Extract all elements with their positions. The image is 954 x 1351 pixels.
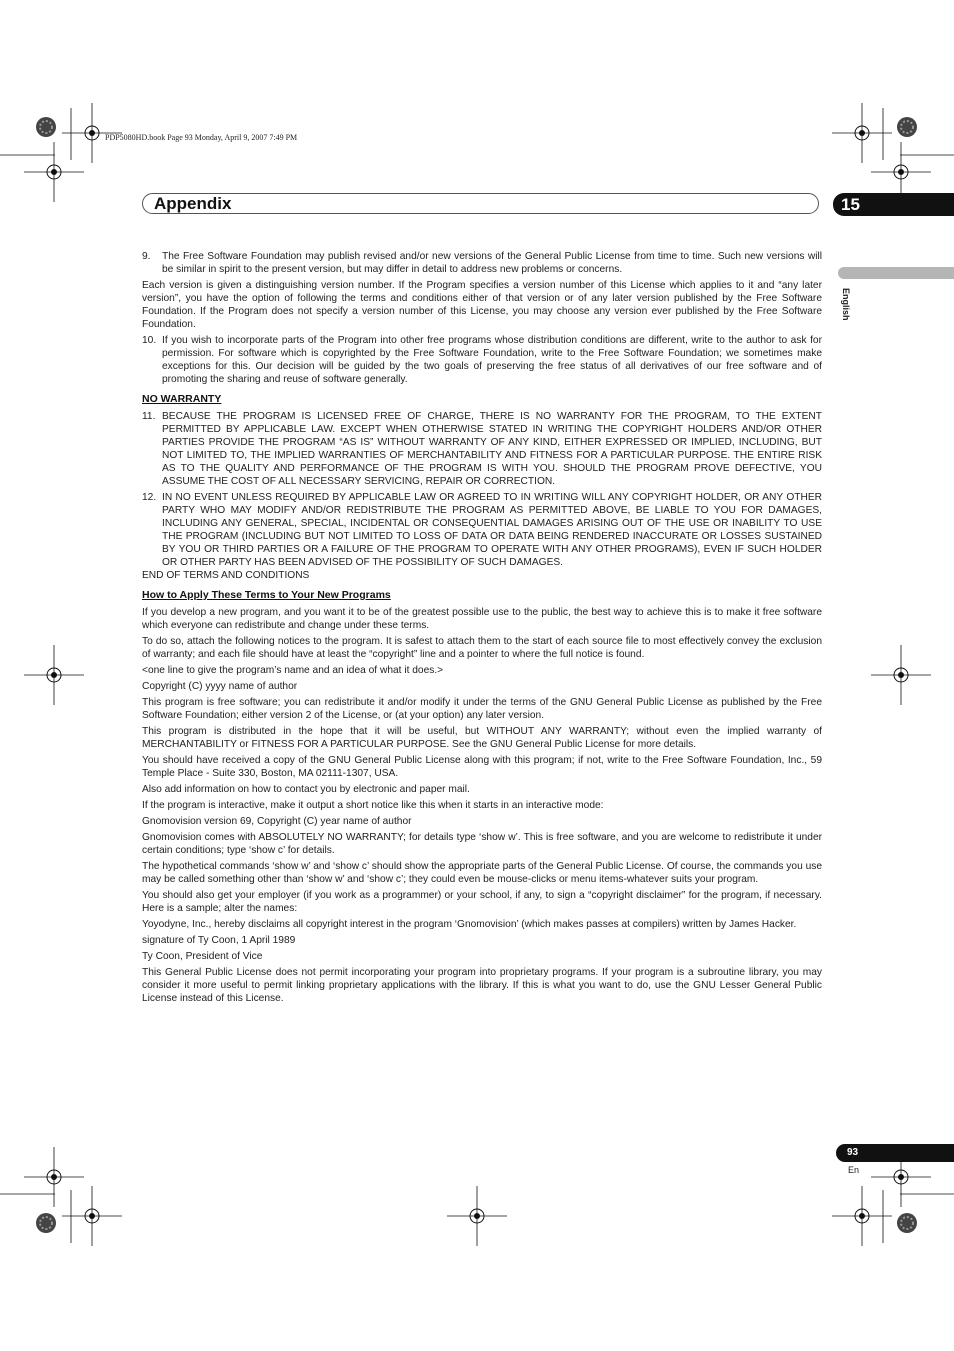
paragraph: If you develop a new program, and you want it to be of the greatest possible use to the public, the best way to achieve this is to make it free software which everyone can redistribute and change under these terms. [142, 607, 822, 631]
item-text: The Free Software Foundation may publish revised and/or new versions of the General Public License from time to time. Such new versions will be similar in spirit to the present version, but may differ in detail to address new problems or concerns. [162, 251, 822, 275]
color-wheel-icon [35, 116, 57, 138]
paragraph: To do so, attach the following notices to the program. It is safest to attach them to the start of each source file to most effectively convey the exclusion of warranty; and each file should have at least the “copyright” line and a pointer to where the full notice is found. [142, 636, 822, 660]
item-number: 11. [142, 411, 156, 422]
list-item [142, 410, 822, 488]
item-number: 12. [142, 492, 157, 503]
paragraph: Gnomovision comes with ABSOLUTELY NO WARRANTY; for details type ‘show w’. This is free software, and you are welcome to redistribute it under certain conditions; type ‘show c’ for details. [142, 832, 822, 856]
paragraph: Copyright (C) yyyy name of author [142, 681, 298, 692]
section-header [142, 193, 819, 214]
chapter-tab [833, 193, 954, 216]
item-text: BECAUSE THE PROGRAM IS LICENSED FREE OF CHARGE, THERE IS NO WARRANTY FOR THE PROGRAM, TO THE EXTENT PERMITTED BY APPLICABLE LAW. EXCEPT WHEN OTHERWISE STATED IN WRITING THE COPYRIGHT HOLDERS AND/OR OTHER PARTIES PROVIDE THE PROGRAM “AS IS” WITHOUT WARRANTY OF ANY KIND, EITHER EXPRESSED OR IMPLIED, INCLUDING, BUT NOT LIMITED TO, THE IMPLIED WARRANTIES OF MERCHANTABILITY AND FITNESS FOR A PARTICULAR PURPOSE. THE ENTIRE RISK AS TO THE QUALITY AND PERFORMANCE OF THE PROGRAM IS WITH YOU. SHOULD THE PROGRAM PROVE DEFECTIVE, YOU ASSUME THE COST OF ALL NECESSARY SERVICING, REPAIR OR CORRECTION. [162, 411, 822, 487]
paragraph: You should have received a copy of the GNU General Public License along with this program; if not, write to the Free Software Foundation, Inc., 59 Temple Place - Suite 330, Boston, MA 02111-1307, USA. [142, 755, 822, 779]
paragraph: signature of Ty Coon, 1 April 1989 [142, 935, 296, 946]
chapter-number: 15 [841, 195, 860, 214]
color-wheel-icon [896, 1212, 918, 1234]
item-number: 9. [142, 251, 151, 262]
item-number: 10. [142, 335, 157, 346]
color-wheel-icon [35, 1212, 57, 1234]
language-label: English [841, 288, 851, 321]
language-tab [838, 267, 954, 279]
list-item [142, 250, 822, 276]
apply-terms-heading: How to Apply These Terms to Your New Programs [142, 589, 391, 601]
item-text: Each version is given a distinguishing version number. If the Program specifies a version number of this License which applies to it and “any later version”, you have the option of following the terms and conditions either of that version or of any later version published by the Free Software Foundation. If the Program does not specify a version number of this License, you may choose any version ever published by the Free Software Foundation. [142, 280, 822, 330]
end-terms: END OF TERMS AND CONDITIONS [142, 570, 310, 581]
item-text: If you wish to incorporate parts of the Program into other free programs whose distribution conditions are different, write to the author to ask for permission. For software which is copyrighted by the Free Software Foundation, write to the Free Software Foundation; we sometimes make exceptions for this. Our decision will be guided by the two goals of preserving the free status of all derivatives of our free software and of promoting the sharing and reuse of software generally. [162, 335, 822, 385]
item-text: IN NO EVENT UNLESS REQUIRED BY APPLICABLE LAW OR AGREED TO IN WRITING WILL ANY COPYRIGHT HOLDER, OR ANY OTHER PARTY WHO MAY MODIFY AND/OR REDISTRIBUTE THE PROGRAM AS PERMITTED ABOVE, BE LIABLE TO YOU FOR DAMAGES, INCLUDING ANY GENERAL, SPECIAL, INCIDENTAL OR CONSEQUENTIAL DAMAGES ARISING OUT OF THE USE OR INABILITY TO USE THE PROGRAM (INCLUDING BUT NOT LIMITED TO LOSS OF DATA OR DATA BEING RENDERED INACCURATE OR LOSSES SUSTAINED BY YOU OR THIRD PARTIES OR A FAILURE OF THE PROGRAM TO OPERATE WITH ANY OTHER PROGRAMS), EVEN IF SUCH HOLDER OR OTHER PARTY HAS BEEN ADVISED OF THE POSSIBILITY OF SUCH DAMAGES. [162, 492, 822, 568]
page-number: 93 [847, 1147, 859, 1158]
paragraph: This program is free software; you can redistribute it and/or modify it under the terms of the GNU General Public License as published by the Free Software Foundation; either version 2 of the License, or (at your option) any later version. [142, 697, 822, 721]
paragraph: <one line to give the program’s name and an idea of what it does.> [142, 665, 444, 676]
paragraph: Also add information on how to contact you by electronic and paper mail. [142, 784, 470, 795]
paragraph: You should also get your employer (if you work as a programmer) or your school, if any, to sign a “copyright disclaimer” for the program, if necessary. Here is a sample; alter the names: [142, 890, 822, 914]
paragraph: This program is distributed in the hope that it will be useful, but WITHOUT ANY WARRANTY; without even the implied warranty of MERCHANTABILITY or FITNESS FOR A PARTICULAR PURPOSE. See the GNU General Public License for more details. [142, 726, 822, 750]
list-item [142, 491, 822, 569]
body-text [142, 250, 822, 1008]
no-warranty-heading: NO WARRANTY [142, 393, 222, 405]
paragraph: If the program is interactive, make it output a short notice like this when it starts in an interactive mode: [142, 800, 604, 811]
print-header: PDP5080HD.book Page 93 Monday, April 9, 2007 7:49 PM [105, 133, 298, 142]
color-wheel-icon [896, 116, 918, 138]
list-item [142, 334, 822, 386]
paragraph: Gnomovision version 69, Copyright (C) year name of author [142, 816, 412, 827]
page-number-tab [836, 1144, 954, 1162]
paragraph: Ty Coon, President of Vice [142, 951, 263, 962]
section-title: Appendix [154, 194, 232, 213]
paragraph: This General Public License does not permit incorporating your program into proprietary programs. If your program is a subroutine library, you may consider it more useful to permit linking proprietary applications with the library. If this is what you want to do, use the GNU Lesser General Public License instead of this License. [142, 967, 822, 1004]
paragraph: Yoyodyne, Inc., hereby disclaims all copyright interest in the program ‘Gnomovision’ (which makes passes at compilers) written by James Hacker. [142, 919, 797, 930]
page-language: En [848, 1165, 860, 1175]
paragraph: The hypothetical commands ‘show w’ and ‘show c’ should show the appropriate parts of the General Public License. Of course, the commands you use may be called something other than ‘show w’ and ‘show c’; they could even be mouse-clicks or menu items-whatever suits your program. [142, 861, 822, 885]
